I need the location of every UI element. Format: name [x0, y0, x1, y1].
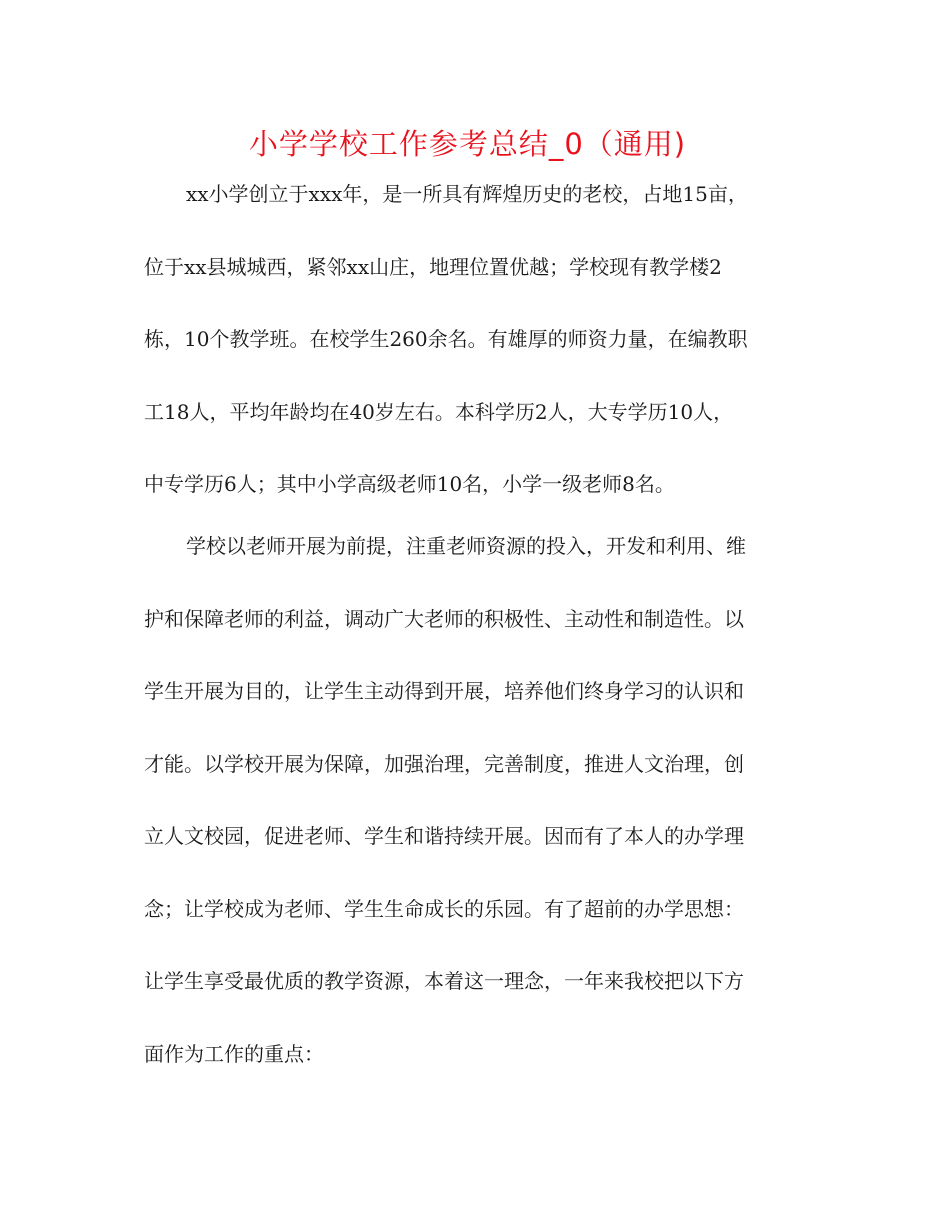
- paragraph-line: 学校以老师开展为前提，注重老师资源的投入，开发和利用、维: [186, 534, 746, 558]
- paragraph-line: 面作为工作的重点：: [144, 1042, 324, 1066]
- paragraph-line: xx小学创立于xxx年，是一所具有辉煌历史的老校，占地15亩，: [186, 182, 748, 206]
- paragraph-line: 学生开展为目的，让学生主动得到开展，培养他们终身学习的认识和: [144, 679, 744, 703]
- paragraph-line: 让学生享受最优质的教学资源，本着这一理念，一年来我校把以下方: [144, 969, 744, 993]
- paragraph-line: 工18人，平均年龄均在40岁左右。本科学历2人，大专学历10人，: [144, 400, 734, 424]
- paragraph-line: 才能。以学校开展为保障，加强治理，完善制度，推进人文治理，创: [144, 752, 744, 776]
- paragraph-line: 栋，10个教学班。在校学生260余名。有雄厚的师资力量，在编教职: [144, 327, 748, 351]
- paragraph-line: 位于xx县城城西，紧邻xx山庄，地理位置优越；学校现有教学楼2: [144, 255, 722, 279]
- paragraph-line: 中专学历6人；其中小学高级老师10名，小学一级老师8名。: [144, 472, 675, 496]
- document-title: 小学学校工作参考总结_0（通用): [248, 127, 687, 161]
- paragraph-line: 护和保障老师的利益，调动广大老师的积极性、主动性和制造性。以: [144, 607, 744, 631]
- paragraph-line: 念；让学校成为老师、学生生命成长的乐园。有了超前的办学思想：: [144, 897, 744, 921]
- paragraph-line: 立人文校园，促进老师、学生和谐持续开展。因而有了本人的办学理: [144, 824, 744, 848]
